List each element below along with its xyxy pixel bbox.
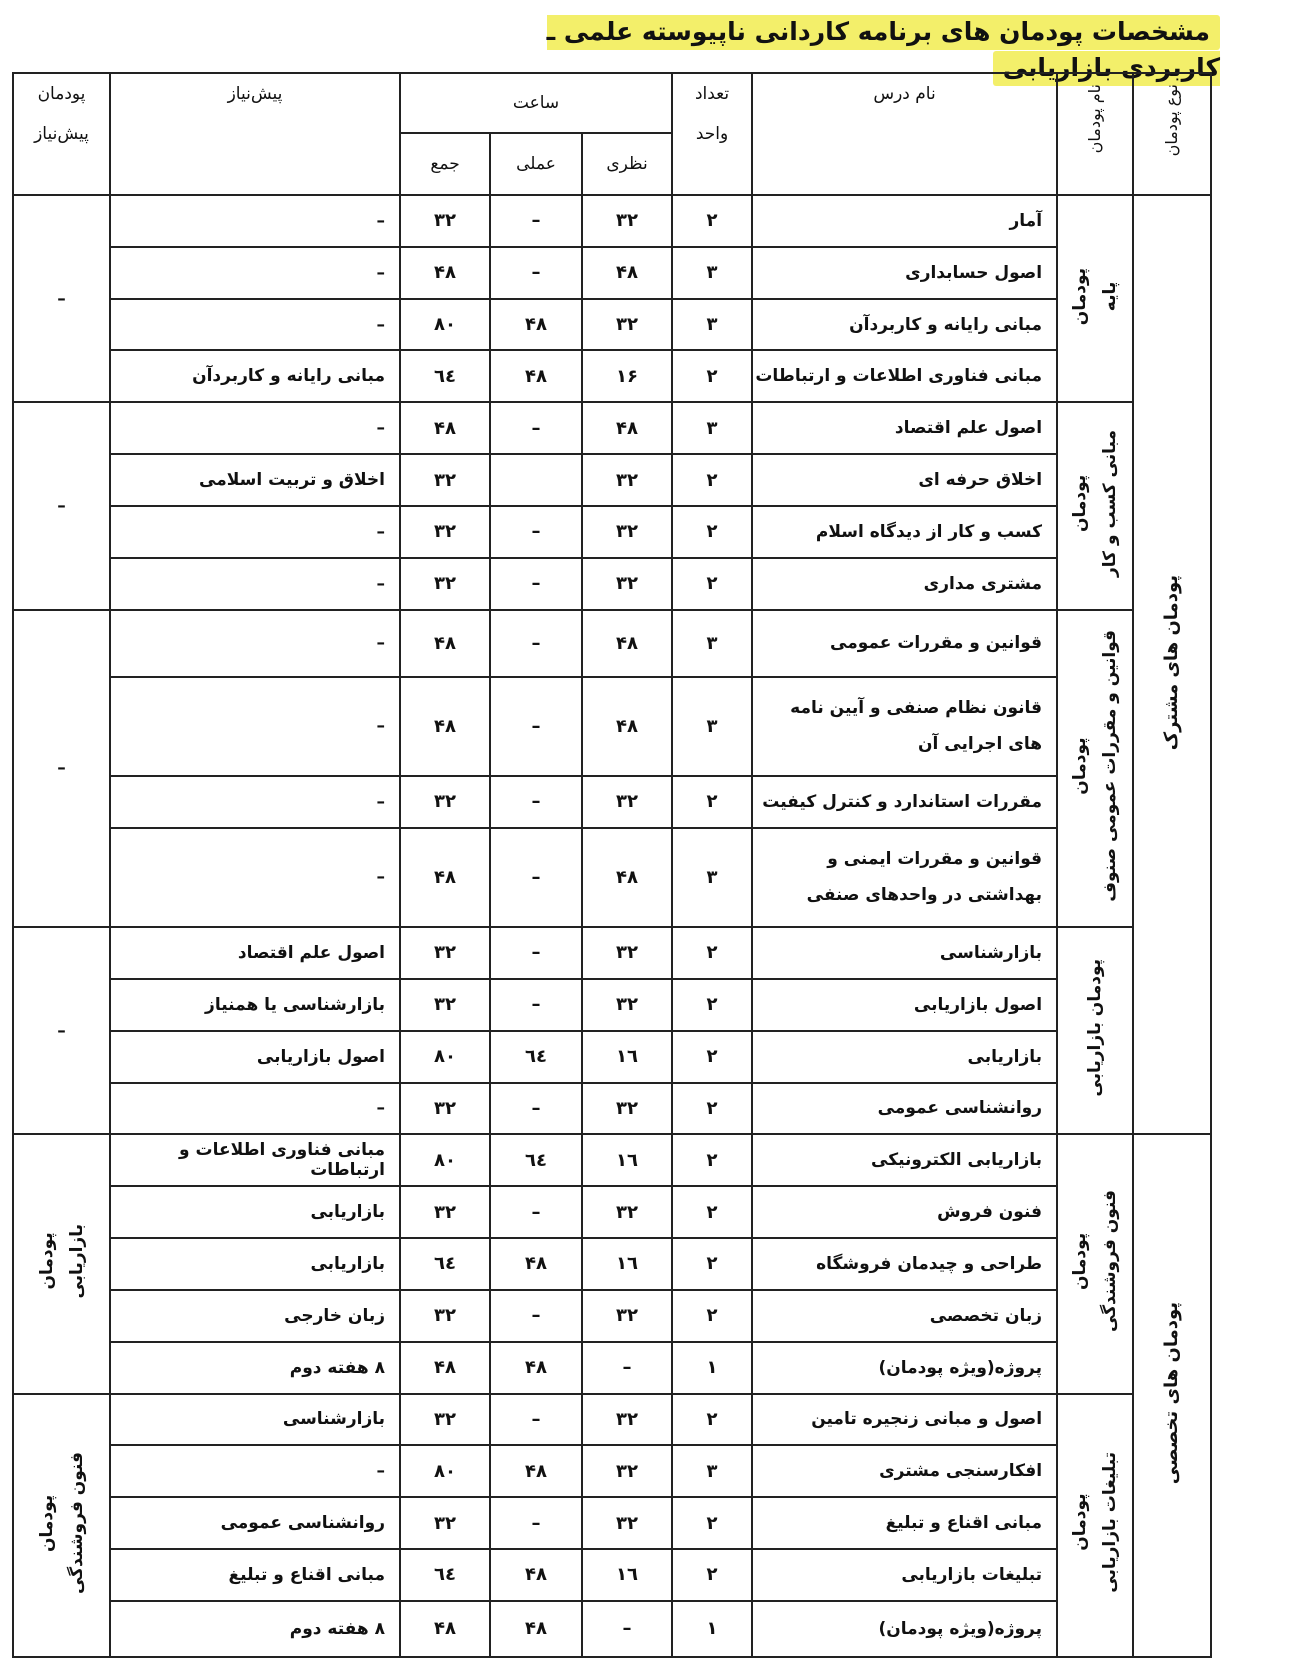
practical-hours-cell bbox=[490, 454, 582, 506]
theory-hours-cell: – bbox=[582, 1601, 672, 1657]
practical-hours-cell: ٦٤ bbox=[490, 1134, 582, 1186]
total-hours-cell: ۴۸ bbox=[400, 1601, 490, 1657]
units-cell: ۲ bbox=[672, 1497, 752, 1549]
module-type-cell: پودمان های مشترک bbox=[1133, 195, 1211, 1134]
total-hours-cell: ۴۸ bbox=[400, 247, 490, 299]
theory-hours-cell: ۱٦ bbox=[582, 1549, 672, 1601]
prereq-cell: مبانی رایانه و کاربردآن bbox=[110, 350, 400, 402]
course-name-cell: اخلاق حرفه ای bbox=[752, 454, 1057, 506]
prereq-cell: – bbox=[110, 776, 400, 828]
units-cell: ۳ bbox=[672, 677, 752, 776]
prereq-cell: بازارشناسی یا همنیاز bbox=[110, 979, 400, 1031]
table-row bbox=[13, 1497, 1211, 1549]
course-name-cell: زبان تخصصی bbox=[752, 1290, 1057, 1342]
practical-hours-cell: ۴۸ bbox=[490, 1601, 582, 1657]
course-name-cell: قوانین و مقررات عمومی bbox=[752, 610, 1057, 677]
table-row bbox=[13, 1290, 1211, 1342]
prereq-cell: – bbox=[110, 677, 400, 776]
table-body bbox=[13, 195, 1211, 1657]
practical-hours-cell: – bbox=[490, 677, 582, 776]
table-row bbox=[13, 776, 1211, 828]
prereq-module-cell: – bbox=[13, 402, 110, 609]
practical-hours-cell: – bbox=[490, 1290, 582, 1342]
table-row bbox=[13, 1601, 1211, 1657]
course-name-cell: روانشناسی عمومی bbox=[752, 1083, 1057, 1135]
header-module-name: نام پودمان bbox=[1057, 73, 1133, 195]
total-hours-cell: ۸۰ bbox=[400, 1134, 490, 1186]
prereq-cell: – bbox=[110, 558, 400, 610]
practical-hours-cell: – bbox=[490, 927, 582, 979]
table-row bbox=[13, 610, 1211, 677]
total-hours-cell: ۴۸ bbox=[400, 1342, 490, 1394]
practical-hours-cell: ٦٤ bbox=[490, 1031, 582, 1083]
units-cell: ۲ bbox=[672, 558, 752, 610]
table-row bbox=[13, 454, 1211, 506]
prereq-cell: بازاریابی bbox=[110, 1186, 400, 1238]
prereq-cell: اصول بازاریابی bbox=[110, 1031, 400, 1083]
units-cell: ۳ bbox=[672, 1445, 752, 1497]
table-row bbox=[13, 927, 1211, 979]
units-cell: ۲ bbox=[672, 195, 752, 247]
units-cell: ۳ bbox=[672, 828, 752, 927]
theory-hours-cell: ۴۸ bbox=[582, 677, 672, 776]
course-name-cell: آمار bbox=[752, 195, 1057, 247]
table-row bbox=[13, 195, 1211, 247]
prereq-module-cell: – bbox=[13, 927, 110, 1134]
units-cell: ۲ bbox=[672, 1290, 752, 1342]
prereq-cell: – bbox=[110, 402, 400, 454]
module-name-label: پودمان پایه bbox=[1070, 267, 1121, 325]
table-row bbox=[13, 828, 1211, 927]
prereq-cell: زبان خارجی bbox=[110, 1290, 400, 1342]
module-name-cell bbox=[1057, 402, 1133, 609]
units-cell: ۲ bbox=[672, 1083, 752, 1135]
header-prereq: پیش‌نیاز bbox=[110, 73, 400, 195]
theory-hours-cell: ۳۲ bbox=[582, 1290, 672, 1342]
units-cell: ۳ bbox=[672, 247, 752, 299]
total-hours-cell: ٦٤ bbox=[400, 1549, 490, 1601]
table-row bbox=[13, 402, 1211, 454]
table-row bbox=[13, 1083, 1211, 1135]
units-cell: ۲ bbox=[672, 1549, 752, 1601]
course-name-cell: کسب و کار از دیدگاه اسلام bbox=[752, 506, 1057, 558]
table-row bbox=[13, 558, 1211, 610]
course-name-cell: طراحی و چیدمان فروشگاه bbox=[752, 1238, 1057, 1290]
total-hours-cell: ۳۲ bbox=[400, 1083, 490, 1135]
theory-hours-cell: – bbox=[582, 1342, 672, 1394]
total-hours-cell: ۳۲ bbox=[400, 979, 490, 1031]
course-name-cell: قوانین و مقررات ایمنی و بهداشتی در واحدهای صنفی bbox=[752, 828, 1057, 927]
total-hours-cell: ۴۸ bbox=[400, 402, 490, 454]
course-name-cell: پروژه(ویژه پودمان) bbox=[752, 1601, 1057, 1657]
units-cell: ۲ bbox=[672, 776, 752, 828]
prereq-cell: اخلاق و تربیت اسلامی bbox=[110, 454, 400, 506]
prereq-module-cell: پودمان بازاریابی bbox=[13, 1134, 110, 1393]
theory-hours-cell: ۳۲ bbox=[582, 1445, 672, 1497]
practical-hours-cell: ۴۸ bbox=[490, 1238, 582, 1290]
practical-hours-cell: – bbox=[490, 1186, 582, 1238]
units-cell: ۲ bbox=[672, 1238, 752, 1290]
theory-hours-cell: ۱٦ bbox=[582, 1238, 672, 1290]
total-hours-cell: ٦٤ bbox=[400, 350, 490, 402]
total-hours-cell: ۳۲ bbox=[400, 1186, 490, 1238]
total-hours-cell: ۸۰ bbox=[400, 299, 490, 351]
table-row bbox=[13, 1342, 1211, 1394]
header-row-1 bbox=[13, 73, 1211, 133]
theory-hours-cell: ۴۸ bbox=[582, 247, 672, 299]
units-cell: ۲ bbox=[672, 506, 752, 558]
units-cell: ۲ bbox=[672, 927, 752, 979]
course-name-cell: مبانی رایانه و کاربردآن bbox=[752, 299, 1057, 351]
module-type-cell: پودمان های تخصصی bbox=[1133, 1134, 1211, 1657]
header-total: جمع bbox=[400, 133, 490, 195]
course-name-cell: تبلیغات بازاریابی bbox=[752, 1549, 1057, 1601]
total-hours-cell: ۳۲ bbox=[400, 1394, 490, 1446]
theory-hours-cell: ۳۲ bbox=[582, 195, 672, 247]
header-units: تعداد واحد bbox=[672, 73, 752, 195]
units-cell: ۲ bbox=[672, 1186, 752, 1238]
theory-hours-cell: ۴۸ bbox=[582, 610, 672, 677]
header-hours: ساعت bbox=[400, 73, 672, 133]
module-name-cell bbox=[1057, 195, 1133, 402]
table-row bbox=[13, 979, 1211, 1031]
module-name-label: پودمان مبانی کسب و کار bbox=[1070, 429, 1121, 577]
header-theory: نظری bbox=[582, 133, 672, 195]
table-row bbox=[13, 506, 1211, 558]
header-practical: عملی bbox=[490, 133, 582, 195]
course-name-cell: اصول علم اقتصاد bbox=[752, 402, 1057, 454]
units-cell: ۲ bbox=[672, 1134, 752, 1186]
practical-hours-cell: – bbox=[490, 506, 582, 558]
theory-hours-cell: ۳۲ bbox=[582, 1497, 672, 1549]
module-name-label: پودمان بازاریابی bbox=[1085, 959, 1106, 1098]
module-name-cell bbox=[1057, 1394, 1133, 1658]
practical-hours-cell: – bbox=[490, 558, 582, 610]
practical-hours-cell: – bbox=[490, 979, 582, 1031]
module-name-cell bbox=[1057, 927, 1133, 1134]
prereq-cell: اصول علم اقتصاد bbox=[110, 927, 400, 979]
prereq-cell: – bbox=[110, 247, 400, 299]
units-cell: ۳ bbox=[672, 610, 752, 677]
table-row bbox=[13, 1238, 1211, 1290]
total-hours-cell: ۳۲ bbox=[400, 776, 490, 828]
theory-hours-cell: ۳۲ bbox=[582, 1394, 672, 1446]
prereq-cell: بازاریابی bbox=[110, 1238, 400, 1290]
table-row bbox=[13, 1549, 1211, 1601]
module-name-cell bbox=[1057, 1134, 1133, 1393]
course-name-cell: قانون نظام صنفی و آیین نامه های اجرایی آن bbox=[752, 677, 1057, 776]
theory-hours-cell: ۴۸ bbox=[582, 828, 672, 927]
module-name-label: پودمان تبلیغات بازاریابی bbox=[1070, 1452, 1121, 1594]
course-name-cell: مقررات استاندارد و کنترل کیفیت bbox=[752, 776, 1057, 828]
total-hours-cell: ۸۰ bbox=[400, 1445, 490, 1497]
page-title-text: مشخصات پودمان های برنامه کاردانی ناپیوسته علمی ـ کاربردی بازاریابی bbox=[547, 15, 1220, 86]
total-hours-cell: ۳۲ bbox=[400, 1290, 490, 1342]
module-name-label: پودمان فنون فروشندگی bbox=[1070, 1190, 1121, 1333]
practical-hours-cell: – bbox=[490, 1394, 582, 1446]
theory-hours-cell: ۳۲ bbox=[582, 558, 672, 610]
course-name-cell: پروژه(ویژه پودمان) bbox=[752, 1342, 1057, 1394]
prereq-cell: ۸ هفته دوم bbox=[110, 1342, 400, 1394]
course-name-cell: اصول حسابداری bbox=[752, 247, 1057, 299]
practical-hours-cell: ۴۸ bbox=[490, 299, 582, 351]
units-cell: ۲ bbox=[672, 454, 752, 506]
table-row bbox=[13, 1445, 1211, 1497]
prereq-cell: بازارشناسی bbox=[110, 1394, 400, 1446]
table-row bbox=[13, 1186, 1211, 1238]
table-row bbox=[13, 677, 1211, 776]
prereq-module-cell: – bbox=[13, 195, 110, 402]
course-name-cell: مبانی فناوری اطلاعات و ارتباطات bbox=[752, 350, 1057, 402]
prereq-cell: ۸ هفته دوم bbox=[110, 1601, 400, 1657]
units-cell: ۲ bbox=[672, 979, 752, 1031]
units-cell: ۱ bbox=[672, 1342, 752, 1394]
prereq-cell: – bbox=[110, 195, 400, 247]
total-hours-cell: ۳۲ bbox=[400, 454, 490, 506]
total-hours-cell: ۳۲ bbox=[400, 558, 490, 610]
units-cell: ۲ bbox=[672, 350, 752, 402]
total-hours-cell: ۴۸ bbox=[400, 677, 490, 776]
practical-hours-cell: – bbox=[490, 776, 582, 828]
total-hours-cell: ۳۲ bbox=[400, 506, 490, 558]
practical-hours-cell: – bbox=[490, 195, 582, 247]
theory-hours-cell: ۳۲ bbox=[582, 927, 672, 979]
practical-hours-cell: – bbox=[490, 610, 582, 677]
theory-hours-cell: ۳۲ bbox=[582, 776, 672, 828]
total-hours-cell: ۸۰ bbox=[400, 1031, 490, 1083]
total-hours-cell: ۴۸ bbox=[400, 828, 490, 927]
units-cell: ۱ bbox=[672, 1601, 752, 1657]
theory-hours-cell: ۱۶ bbox=[582, 350, 672, 402]
practical-hours-cell: ۴۸ bbox=[490, 1342, 582, 1394]
header-type: نوع پودمان bbox=[1133, 73, 1211, 195]
prereq-cell: مبانی فناوری اطلاعات و ارتباطات bbox=[110, 1134, 400, 1186]
theory-hours-cell: ۳۲ bbox=[582, 454, 672, 506]
table-row bbox=[13, 1134, 1211, 1186]
prereq-cell: – bbox=[110, 610, 400, 677]
practical-hours-cell: – bbox=[490, 402, 582, 454]
total-hours-cell: ۳۲ bbox=[400, 195, 490, 247]
units-cell: ۲ bbox=[672, 1031, 752, 1083]
table-row bbox=[13, 247, 1211, 299]
course-name-cell: بازاریابی bbox=[752, 1031, 1057, 1083]
prereq-cell: – bbox=[110, 1083, 400, 1135]
table-row bbox=[13, 299, 1211, 351]
prereq-cell: – bbox=[110, 1445, 400, 1497]
practical-hours-cell: – bbox=[490, 1497, 582, 1549]
course-name-cell: بازارشناسی bbox=[752, 927, 1057, 979]
course-name-cell: اصول بازاریابی bbox=[752, 979, 1057, 1031]
table-row bbox=[13, 1394, 1211, 1446]
prereq-cell: – bbox=[110, 506, 400, 558]
module-name-label: پودمان قوانین و مقررات عمومی صنوف bbox=[1070, 629, 1121, 902]
total-hours-cell: ۴۸ bbox=[400, 610, 490, 677]
course-name-cell: مشتری مداری bbox=[752, 558, 1057, 610]
header-prereq-module: پودمان پیش‌نیاز bbox=[13, 73, 110, 195]
theory-hours-cell: ۴۸ bbox=[582, 402, 672, 454]
table-row bbox=[13, 350, 1211, 402]
practical-hours-cell: – bbox=[490, 828, 582, 927]
theory-hours-cell: ۳۲ bbox=[582, 506, 672, 558]
theory-hours-cell: ۳۲ bbox=[582, 979, 672, 1031]
units-cell: ۳ bbox=[672, 299, 752, 351]
practical-hours-cell: ۴۸ bbox=[490, 1549, 582, 1601]
table-row bbox=[13, 1031, 1211, 1083]
theory-hours-cell: ۳۲ bbox=[582, 1083, 672, 1135]
theory-hours-cell: ۱٦ bbox=[582, 1134, 672, 1186]
practical-hours-cell: ۴۸ bbox=[490, 350, 582, 402]
prereq-cell: – bbox=[110, 299, 400, 351]
course-name-cell: بازاریابی الکترونیکی bbox=[752, 1134, 1057, 1186]
module-name-cell bbox=[1057, 610, 1133, 927]
total-hours-cell: ۳۲ bbox=[400, 1497, 490, 1549]
practical-hours-cell: – bbox=[490, 1083, 582, 1135]
header-course-name: نام درس bbox=[752, 73, 1057, 195]
course-name-cell: مبانی اقناع و تبلیغ bbox=[752, 1497, 1057, 1549]
prereq-cell: – bbox=[110, 828, 400, 927]
course-name-cell: اصول و مبانی زنجیره تامین bbox=[752, 1394, 1057, 1446]
course-name-cell: افکارسنجی مشتری bbox=[752, 1445, 1057, 1497]
theory-hours-cell: ۱٦ bbox=[582, 1031, 672, 1083]
units-cell: ۲ bbox=[672, 1394, 752, 1446]
theory-hours-cell: ۳۲ bbox=[582, 299, 672, 351]
prereq-module-cell: پودمان فنون فروشندگی bbox=[13, 1394, 110, 1658]
total-hours-cell: ۳۲ bbox=[400, 927, 490, 979]
modules-table bbox=[12, 72, 1212, 1658]
course-name-cell: فنون فروش bbox=[752, 1186, 1057, 1238]
theory-hours-cell: ۳۲ bbox=[582, 1186, 672, 1238]
total-hours-cell: ٦٤ bbox=[400, 1238, 490, 1290]
practical-hours-cell: ۴۸ bbox=[490, 1445, 582, 1497]
prereq-cell: روانشناسی عمومی bbox=[110, 1497, 400, 1549]
prereq-module-cell: – bbox=[13, 610, 110, 927]
prereq-cell: مبانی اقناع و تبلیغ bbox=[110, 1549, 400, 1601]
practical-hours-cell: – bbox=[490, 247, 582, 299]
units-cell: ۳ bbox=[672, 402, 752, 454]
